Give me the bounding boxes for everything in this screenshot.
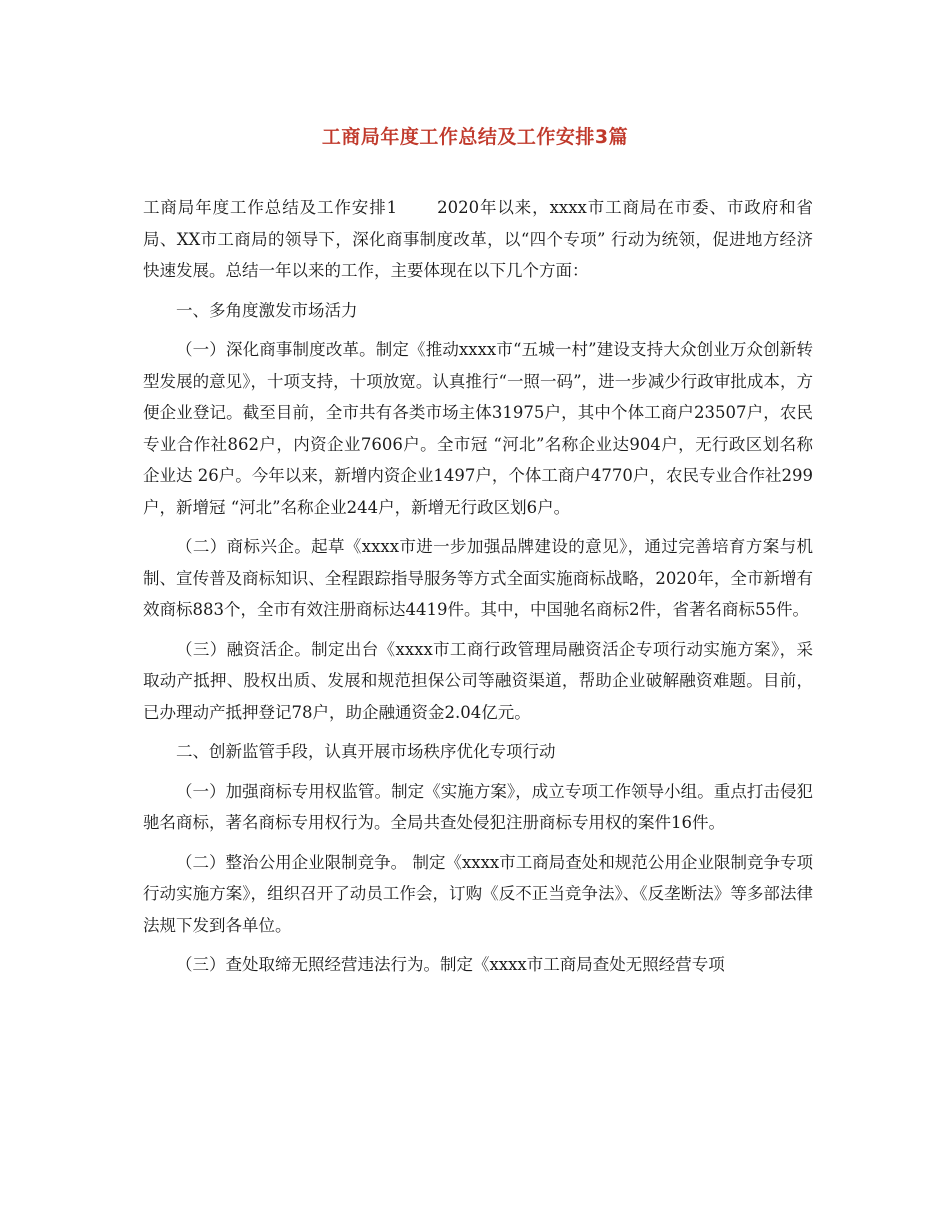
paragraph: （三）融资活企。制定出台《xxxx市工商行政管理局融资活企专项行动实施方案》，采取动产抵押、股权出质、发展和规范担保公司等融资渠道，帮助企业破解融资难题。目前，已办理动产抵押登记78户，助企融通资金2.04亿元。 — [143, 639, 813, 722]
intro-lead: 工商局年度工作总结及工作安排1 — [143, 198, 398, 217]
document-title: 工商局年度工作总结及工作安排3篇 — [321, 126, 629, 148]
intro-text: 2020年以来，xxxx市工商局在市委、市政府和省局、XX市工商局的领导下，深化商事制度改革，以“四个专项” 行动为统领，促进地方经济快速发展。总结一年以来的工作，主要体现在以下几个方面： — [143, 198, 813, 280]
section-heading: 一、多角度激发市场活力 — [176, 300, 358, 320]
intro-paragraph — [143, 192, 813, 287]
document-body — [143, 192, 813, 989]
paragraph: （一）深化商事制度改革。制定《推动xxxx市“五城一村”建设支持大众创业万众创新转型发展的意见》，十项支持，十项放宽。认真推行“一照一码”，进一步减少行政审批成本，方便企业登记。截至目前，全市共有各类市场主体31975户，其中个体工商户23507户，农民专业合作社862户，内资企业7606户。全市冠 “河北”名称企业达904户，无行政区划名称企业达 26户。今年以来，新增内资企业1497户，个体工商户4770户，农民专业合作社299户，新增冠 “河北”名称企业244户，新增无行政区划6户。 — [143, 340, 813, 517]
paragraph: （二）商标兴企。起草《xxxx市进一步加强品牌建设的意见》，通过完善培育方案与机制、宣传普及商标知识、全程跟踪指导服务等方式全面实施商标战略，2020年，全市新增有效商标883个，全市有效注册商标达4419件。其中，中国驰名商标2件，省著名商标55件。 — [143, 537, 813, 619]
paragraph: （二）整治公用企业限制竞争。 制定《xxxx市工商局查处和规范公用企业限制竞争专项行动实施方案》，组织召开了动员工作会，订购《反不正当竞争法》、《反垄断法》等多部法律法规下发到各单位。 — [143, 852, 813, 935]
paragraph: （一）加强商标专用权监管。制定《实施方案》，成立专项工作领导小组。重点打击侵犯驰名商标，著名商标专用权行为。全局共查处侵犯注册商标专用权的案件16件。 — [143, 781, 813, 832]
section-heading: 二、创新监管手段，认真开展市场秩序优化专项行动 — [176, 742, 556, 761]
paragraph: （三）查处取缔无照经营违法行为。制定《xxxx市工商局查处无照经营专项 — [176, 955, 725, 974]
